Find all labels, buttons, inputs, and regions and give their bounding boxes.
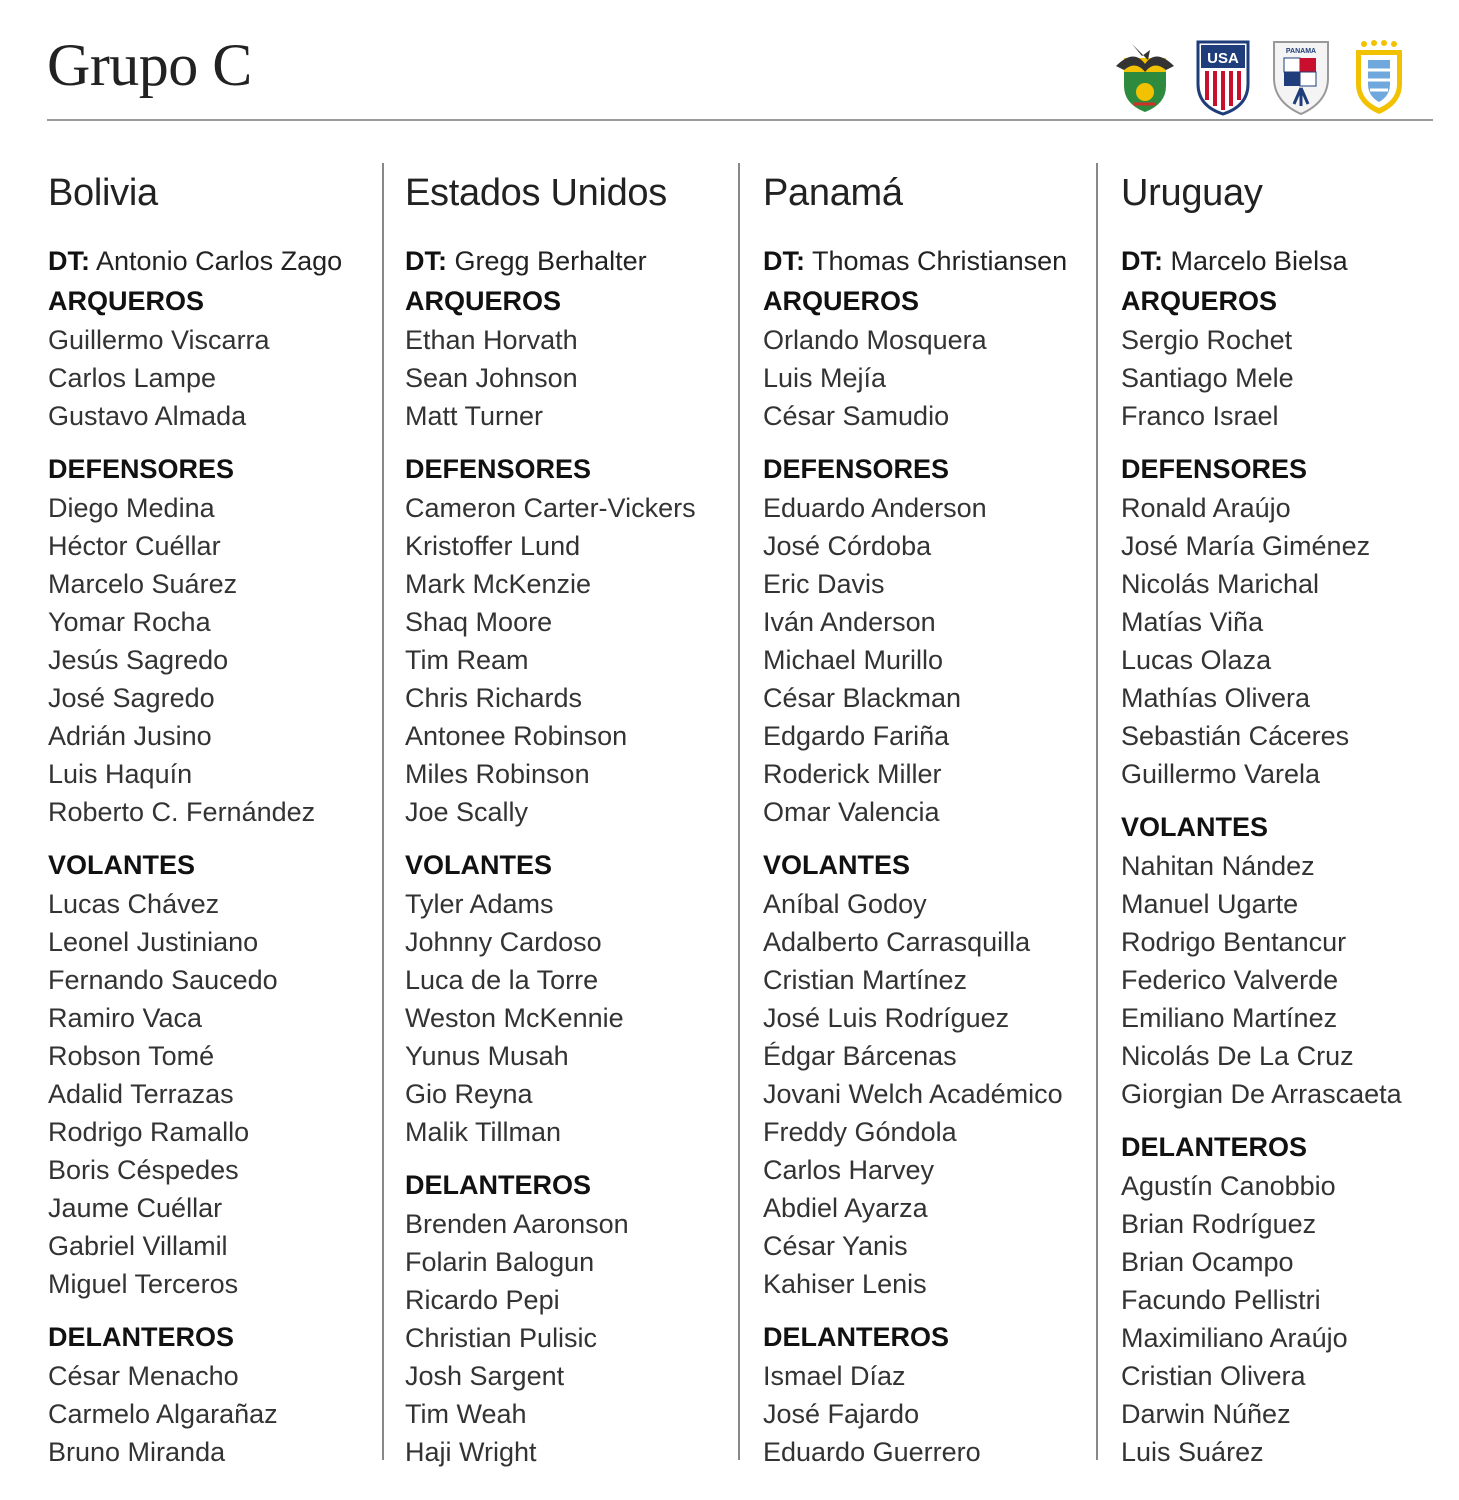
section-title: ARQUEROS [1121,286,1278,316]
coach-line [763,241,1093,281]
position-section [48,281,388,435]
player-name: Giorgian De Arrascaeta [1121,1079,1402,1109]
player-name: Cristian Olivera [1121,1361,1306,1391]
coach-label: DT: [763,246,805,276]
player-name: Guillermo Varela [1121,759,1321,789]
player-name: Cristian Martínez [763,965,968,995]
player-name: Manuel Ugarte [1121,889,1299,919]
usa-crest-icon [1192,38,1254,116]
player-name: Carlos Harvey [763,1155,935,1185]
player-name: Eduardo Guerrero [763,1437,981,1467]
player-name: Sergio Rochet [1121,325,1293,355]
player-name: Leonel Justiniano [48,927,259,957]
player-name: Fernando Saucedo [48,965,278,995]
player-name: Boris Céspedes [48,1155,239,1185]
player-name: Brian Ocampo [1121,1247,1294,1277]
player-name: Adalberto Carrasquilla [763,927,1031,957]
position-section [405,281,735,435]
player-name: Brian Rodríguez [1121,1209,1317,1239]
player-name: Adalid Terrazas [48,1079,234,1109]
player-name: Mathías Olivera [1121,683,1311,713]
player-name: José Luis Rodríguez [763,1003,1010,1033]
player-name: Jesús Sagredo [48,645,229,675]
player-list [405,489,735,831]
player-name: César Samudio [763,401,950,431]
player-name: Iván Anderson [763,607,936,637]
player-name: Shaq Moore [405,607,553,637]
player-name: Édgar Bárcenas [763,1041,957,1071]
player-name: Carlos Lampe [48,363,217,393]
coach-label: DT: [48,246,90,276]
team-column-bolivia [48,165,388,1471]
team-crests [1112,38,1412,116]
player-name: Ricardo Pepi [405,1285,560,1315]
section-title: VOLANTES [405,850,553,880]
player-name: Malik Tillman [405,1117,562,1147]
player-name: Luis Haquín [48,759,193,789]
position-section [763,281,1093,435]
player-name: Antonee Robinson [405,721,628,751]
position-section [405,449,735,831]
player-name: Orlando Mosquera [763,325,987,355]
section-title: DEFENSORES [48,454,235,484]
player-name: Guillermo Viscarra [48,325,270,355]
player-name: Ramiro Vaca [48,1003,203,1033]
player-list [48,1357,388,1471]
player-name: Ismael Díaz [763,1361,906,1391]
player-list [405,1205,735,1471]
page-title: Grupo C [47,32,252,98]
player-name: Ronald Araújo [1121,493,1291,523]
player-name: Franco Israel [1121,401,1279,431]
player-name: Cameron Carter-Vickers [405,493,696,523]
player-name: Gabriel Villamil [48,1231,228,1261]
player-list [763,321,1093,435]
player-name: Tim Ream [405,645,529,675]
player-name: Brenden Aaronson [405,1209,629,1239]
player-name: Agustín Canobbio [1121,1171,1336,1201]
player-name: José Fajardo [763,1399,920,1429]
section-title: ARQUEROS [763,286,920,316]
player-name: Omar Valencia [763,797,940,827]
player-name: Weston McKennie [405,1003,624,1033]
player-name: Gio Reyna [405,1079,533,1109]
player-name: Johnny Cardoso [405,927,602,957]
player-name: Kahiser Lenis [763,1269,927,1299]
team-name: Panamá [763,172,903,214]
section-title: DELANTEROS [405,1170,592,1200]
coach-name: Marcelo Bielsa [1170,246,1348,276]
player-name: Eduardo Anderson [763,493,987,523]
position-section [405,845,735,1151]
position-section [48,845,388,1303]
player-name: Santiago Mele [1121,363,1294,393]
player-name: Facundo Pellistri [1121,1285,1321,1315]
section-title: DEFENSORES [1121,454,1308,484]
player-name: Mark McKenzie [405,569,592,599]
player-name: Yunus Musah [405,1041,569,1071]
player-name: César Yanis [763,1231,908,1261]
player-name: Ethan Horvath [405,325,578,355]
uruguay-crest-icon [1348,38,1410,116]
team-name: Estados Unidos [405,172,667,214]
player-name: Bruno Miranda [48,1437,226,1467]
player-name: Marcelo Suárez [48,569,238,599]
player-name: Gustavo Almada [48,401,247,431]
player-name: Luis Mejía [763,363,887,393]
coach-line [405,241,735,281]
player-list [763,1357,1093,1471]
player-name: Rodrigo Bentancur [1121,927,1347,957]
team-column-panama [763,165,1093,1471]
position-section [763,449,1093,831]
player-name: Abdiel Ayarza [763,1193,928,1223]
player-name: Jovani Welch Académico [763,1079,1063,1109]
player-name: Nahitan Nández [1121,851,1315,881]
player-name: Sean Johnson [405,363,578,393]
player-name: Eric Davis [763,569,885,599]
player-name: Matt Turner [405,401,544,431]
position-section [48,1317,388,1471]
player-name: Michael Murillo [763,645,944,675]
player-list [1121,1167,1451,1471]
player-name: Lucas Chávez [48,889,220,919]
team-name: Bolivia [48,172,158,214]
position-section [405,1165,735,1471]
coach-line [1121,241,1451,281]
player-name: Miguel Terceros [48,1269,239,1299]
section-title: VOLANTES [763,850,911,880]
svg-text:PANAMA: PANAMA [1285,48,1317,55]
player-name: Tyler Adams [405,889,554,919]
coach-line [48,241,388,281]
section-title: DELANTEROS [1121,1132,1308,1162]
player-list [405,321,735,435]
player-name: Darwin Núñez [1121,1399,1291,1429]
bolivia-crest-icon [1114,38,1176,116]
player-name: Josh Sargent [405,1361,565,1391]
player-name: Matías Viña [1121,607,1264,637]
player-name: Freddy Góndola [763,1117,957,1147]
player-name: Roberto C. Fernández [48,797,316,827]
section-title: ARQUEROS [48,286,205,316]
player-name: Jaume Cuéllar [48,1193,223,1223]
player-name: José Sagredo [48,683,215,713]
player-name: Lucas Olaza [1121,645,1272,675]
section-title: DELANTEROS [763,1322,950,1352]
player-list [763,885,1093,1303]
svg-text:USA: USA [1207,50,1239,67]
column-divider [1096,163,1098,1460]
player-name: Edgardo Fariña [763,721,950,751]
player-list [763,489,1093,831]
player-list [48,321,388,435]
position-section [1121,807,1451,1113]
panama-crest-icon [1270,38,1332,116]
player-name: Yomar Rocha [48,607,211,637]
player-name: José María Giménez [1121,531,1371,561]
position-section [1121,281,1451,435]
player-name: Tim Weah [405,1399,527,1429]
player-name: Chris Richards [405,683,583,713]
player-list [1121,847,1451,1113]
player-name: Robson Tomé [48,1041,215,1071]
player-name: Sebastián Cáceres [1121,721,1350,751]
player-name: Nicolás De La Cruz [1121,1041,1354,1071]
player-list [48,885,388,1303]
player-list [1121,489,1451,793]
player-name: Héctor Cuéllar [48,531,221,561]
section-title: ARQUEROS [405,286,562,316]
player-name: Luis Suárez [1121,1437,1264,1467]
player-name: Aníbal Godoy [763,889,927,919]
position-section [763,845,1093,1303]
team-name: Uruguay [1121,172,1263,214]
player-name: César Menacho [48,1361,239,1391]
position-section [48,449,388,831]
player-name: Luca de la Torre [405,965,599,995]
player-list [1121,321,1451,435]
team-column-uruguay [1121,165,1451,1471]
section-title: VOLANTES [1121,812,1269,842]
player-name: César Blackman [763,683,962,713]
coach-name: Gregg Berhalter [454,246,647,276]
header-rule [47,119,1433,121]
player-name: Emiliano Martínez [1121,1003,1338,1033]
coach-name: Antonio Carlos Zago [96,246,343,276]
coach-label: DT: [1121,246,1163,276]
player-name: Folarin Balogun [405,1247,595,1277]
section-title: VOLANTES [48,850,196,880]
player-list [405,885,735,1151]
player-name: Adrián Jusino [48,721,212,751]
player-name: Federico Valverde [1121,965,1339,995]
player-name: Kristoffer Lund [405,531,581,561]
coach-name: Thomas Christiansen [812,246,1068,276]
coach-label: DT: [405,246,447,276]
player-name: Christian Pulisic [405,1323,598,1353]
player-list [48,489,388,831]
position-section [763,1317,1093,1471]
section-title: DEFENSORES [763,454,950,484]
position-section [1121,1127,1451,1471]
player-name: Joe Scally [405,797,529,827]
player-name: Maximiliano Araújo [1121,1323,1348,1353]
position-section [1121,449,1451,793]
player-name: Carmelo Algarañaz [48,1399,278,1429]
player-name: Haji Wright [405,1437,537,1467]
player-name: Diego Medina [48,493,215,523]
player-name: Miles Robinson [405,759,590,789]
section-title: DEFENSORES [405,454,592,484]
player-name: Rodrigo Ramallo [48,1117,250,1147]
section-title: DELANTEROS [48,1322,235,1352]
team-column-estados-unidos [405,165,735,1471]
column-divider [738,163,740,1460]
player-name: Nicolás Marichal [1121,569,1320,599]
player-name: José Córdoba [763,531,932,561]
player-name: Roderick Miller [763,759,942,789]
